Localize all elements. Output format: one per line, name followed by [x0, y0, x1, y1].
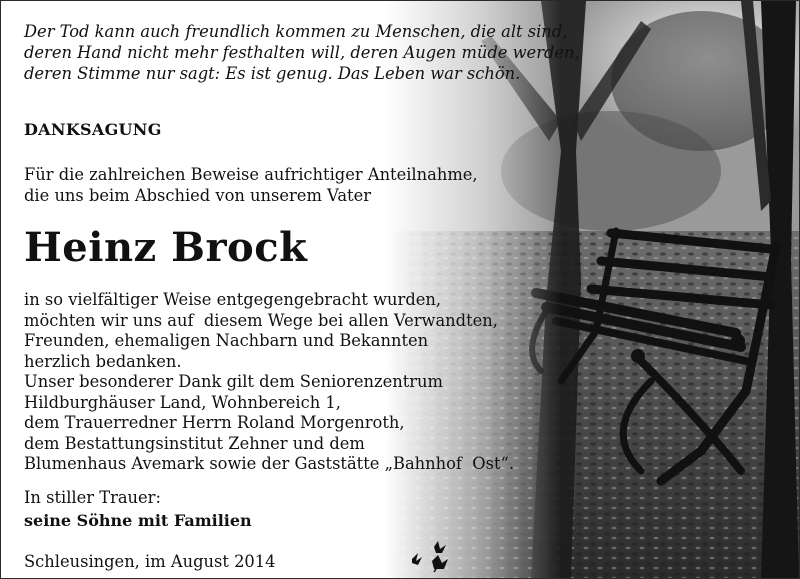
body-line: möchten wir uns auf diesem Wege bei allen Verwandten, [24, 310, 498, 330]
heading-danksagung: DANKSAGUNG [24, 120, 162, 139]
body-line: herzlich bedanken. [24, 351, 182, 371]
body-line: in so vielfältiger Weise entgegengebracht wurden, [24, 290, 442, 309]
body-text [24, 290, 514, 475]
leaves-ornament-icon [406, 539, 466, 573]
quote-line: deren Stimme nur sagt: Es ist genug. Das Leben war schön. [24, 64, 521, 83]
opening-quote [24, 21, 580, 84]
body-line: Blumenhaus Avemark sowie der Gaststätte „Bahnhof Ost“. [24, 454, 515, 473]
body-line: Freunden, ehemaligen Nachbarn und Bekannten [24, 331, 429, 350]
body-line: Hildburghäuser Land, Wohnbereich 1, [24, 392, 341, 412]
body-line: dem Trauerredner Herrn Roland Morgenroth, [24, 413, 405, 432]
deceased-name: Heinz Brock [24, 224, 308, 271]
mourners: seine Söhne mit Familien [24, 511, 252, 530]
place-and-date: Schleusingen, im August 2014 [24, 552, 276, 571]
intro-line: Für die zahlreichen Beweise aufrichtiger Anteilnahme, [24, 165, 478, 184]
intro-text [24, 165, 478, 206]
quote-line: deren Hand nicht mehr festhalten will, deren Augen müde werden, [24, 43, 580, 62]
body-line: dem Bestattungsinstitut Zehner und dem [24, 433, 365, 453]
body-line: Unser besonderer Dank gilt dem Seniorenzentrum [24, 372, 443, 391]
intro-line: die uns beim Abschied von unserem Vater [24, 185, 371, 205]
mourning-label: In stiller Trauer: [24, 488, 161, 507]
quote-line: Der Tod kann auch freundlich kommen zu Menschen, die alt sind, [24, 22, 568, 41]
